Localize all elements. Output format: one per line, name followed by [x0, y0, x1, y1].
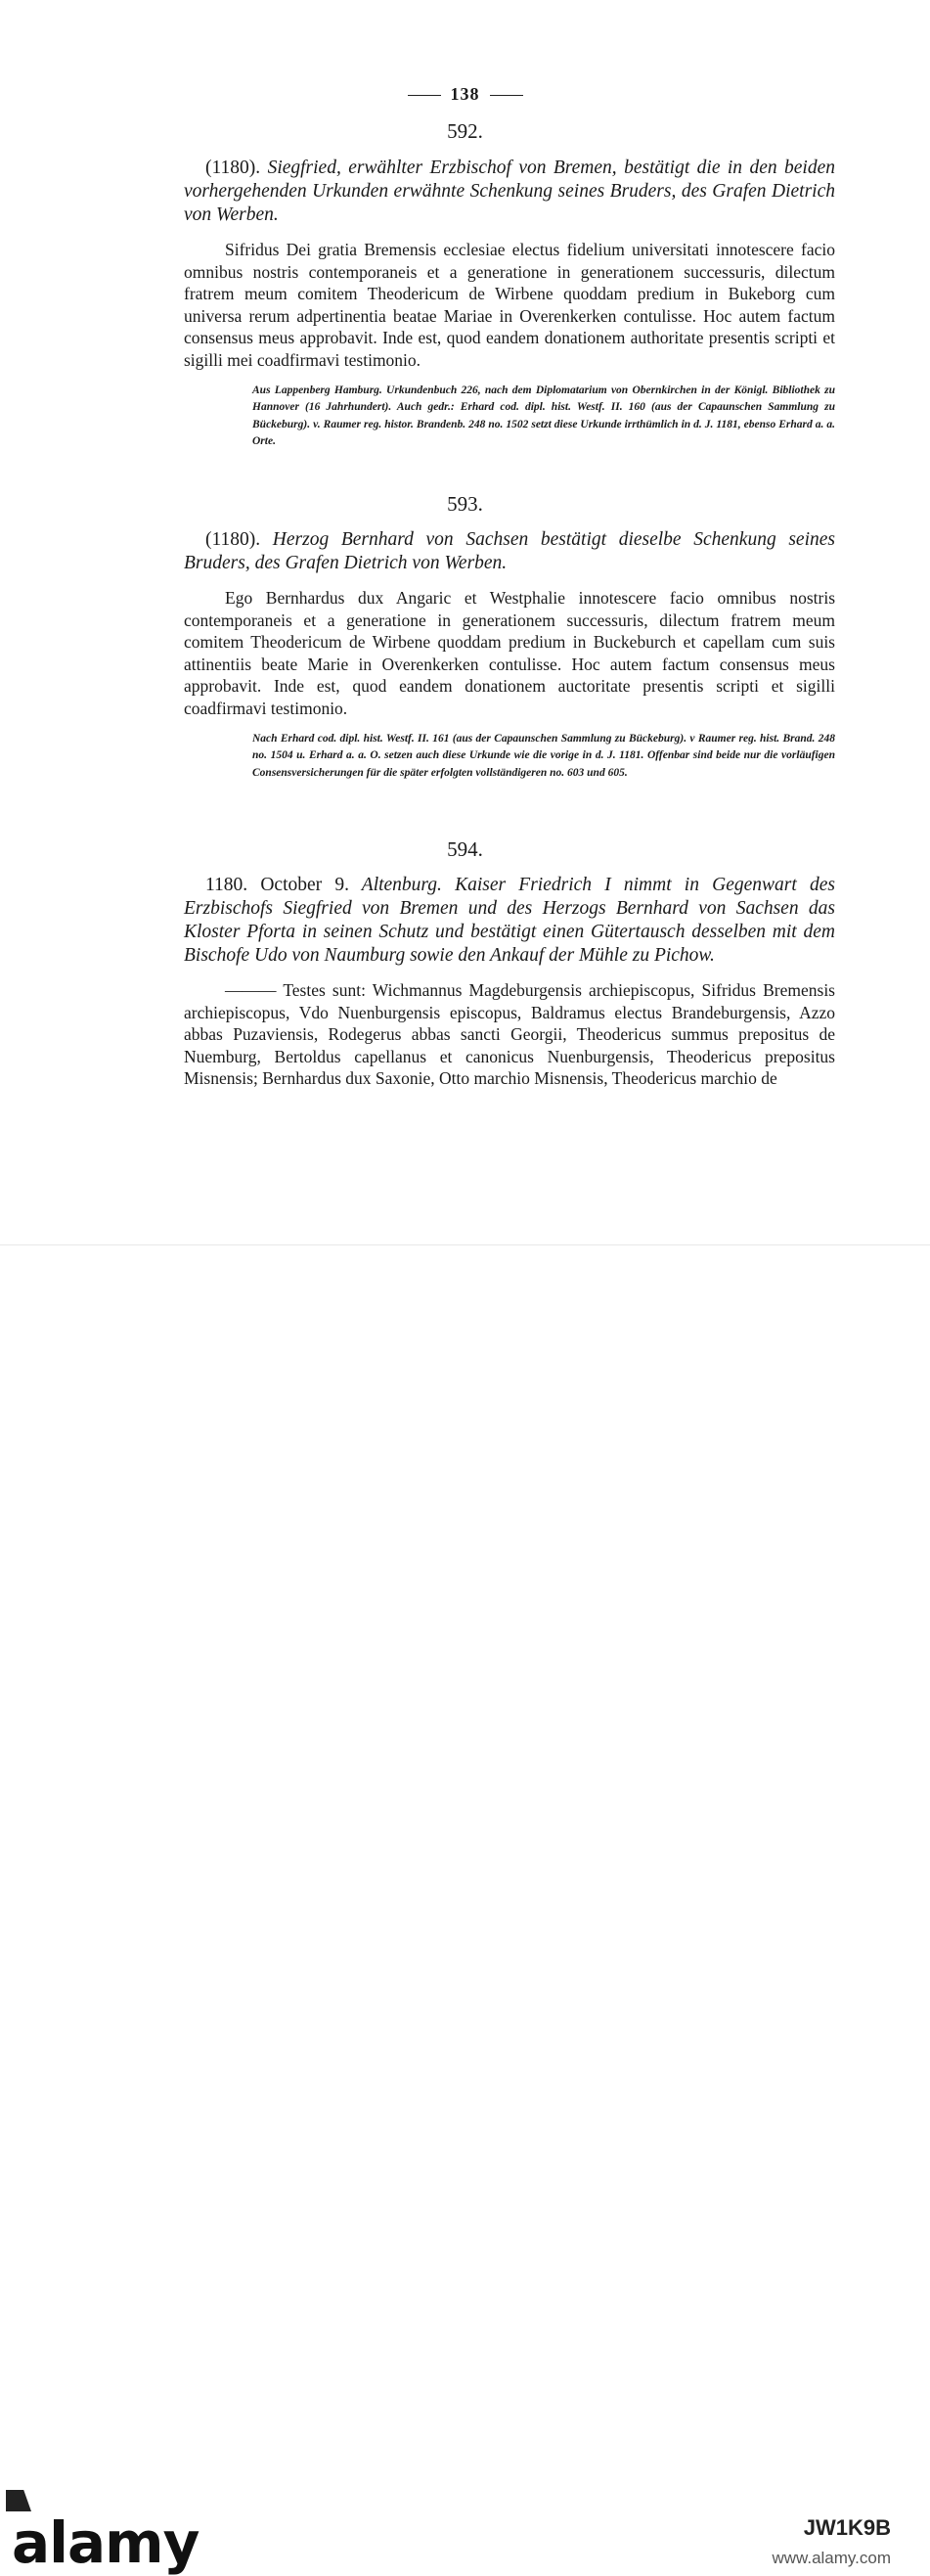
section-body: ——— Testes sunt: Wichmannus Magdeburgensis archiepiscopus, Sifridus Bremensis archiepiscopus, Vdo Nuenburgensis episcopus, Baldramus electus Brandeburgensis, Azzo abbas Puzaviensis, Rodegerus abbas sancti Georgii, Theodericus summus prepositus de Nuemburg, Bertoldus capellanus et canonicus Nuenburgensis, Theodericus prepositus Misnensis; Bernhardus dux Saxonie, Otto marchio Misnensis, Theodericus marchio de — [184, 980, 835, 1089]
watermark-footer — [0, 1244, 930, 2576]
section-592 — [184, 157, 835, 451]
section-593 — [184, 528, 835, 782]
section-note: Nach Erhard cod. dipl. hist. Westf. II. 161 (aus der Capaunschen Sammlung zu Bückeburg). v Raumer reg. hist. Brand. 248 no. 1504 u. Erhard a. a. O. setzen auch diese Urkunde wie die vorige in d. J. 1181. Offenbar sind beide nur die vorläufigen Consensversicherungen für die später erfolgten vollständigeren no. 603 und 605. — [252, 732, 835, 779]
section-number: 593. — [447, 492, 483, 516]
image-id: JW1K9B — [803, 2515, 891, 2540]
section-body: Ego Bernhardus dux Angaric et Westphalie innotescere facio omnibus nostris contemporaneis et a generatione in generationem successuris, dilectum fratrem meum comitem Theodericum de Wirbene quoddam predium in Buckeburch et capellam cum suis attinentiis beate Marie in Overenkerken contulisse. Hoc autem factum consensus meus approbavit. Inde est, quod eandem donationem auctoritate presentis scripti et sigilli coadfirmavi testimonio. — [184, 588, 835, 718]
section-594 — [184, 874, 835, 1090]
heading-text: Siegfried, erwählter Erzbischof von Bremen, bestätigt die in den beiden vorhergehenden Urkunden erwähnte Schenkung seines Bruders, des Grafen Dietrich von Werben. — [184, 158, 836, 225]
section-number: 594. — [447, 837, 483, 861]
divider — [490, 95, 523, 96]
page-number-text: 138 — [450, 84, 480, 104]
footer-info — [772, 2515, 891, 2568]
corner-mark — [6, 2490, 31, 2511]
page-number — [0, 84, 930, 105]
heading-date: 1180. October 9. — [205, 875, 349, 895]
section-heading — [184, 157, 835, 227]
section-body: Sifridus Dei gratia Bremensis ecclesiae electus fidelium universitati innotescere facio omnibus nostris contemporaneis et a generatione in generationem successuris, dilectum fratrem meum comitem Theodericum de Wirbene quoddam predium in Bukeborg cum universa rerum adpertinentia beatae Mariae in Overenkerken contulisse. Hoc autem factum consensus meus approbavit. Inde est, quod eandem donationem authoritate presentis scripti et sigilli mei coadfirmavi testimonio. — [184, 240, 835, 370]
heading-date: (1180). — [205, 529, 261, 550]
heading-date: (1180). — [205, 158, 261, 178]
section-heading — [184, 874, 835, 968]
section-heading — [184, 528, 835, 575]
heading-text: Herzog Bernhard von Sachsen bestätigt dieselbe Schenkung seines Bruders, des Grafen Dietrich von Werben. — [184, 529, 835, 573]
section-note: Aus Lappenberg Hamburg. Urkundenbuch 226, nach dem Diplomatarium von Obernkirchen in der Königl. Bibliothek zu Hannover (16 Jahrhundert). Auch gedr.: Erhard cod. dipl. hist. Westf. II. 160 (aus der Capaunschen Sammlung zu Bückeburg). v. Raumer reg. histor. Brandenb. 248 no. 1502 setzt diese Urkunde irrthümlich in d. J. 1181, ebenso Erhard a. a. Orte. — [252, 384, 835, 448]
heading-text: Altenburg. Kaiser Friedrich I nimmt in Gegenwart des Erzbischofs Siegfried von Bremen und des Herzogs Bernhard von Sachsen das Kloster Pforta in seinen Schutz und bestätigt einen Gütertausch desselben mit dem Bischofe Udo von Naumburg sowie den Ankauf der Mühle zu Pichow. — [184, 875, 835, 966]
divider — [408, 95, 441, 96]
document-page — [0, 0, 930, 1244]
alamy-logo: alamy — [12, 2509, 199, 2576]
section-number: 592. — [447, 119, 483, 143]
site-url: www.alamy.com — [772, 2549, 891, 2567]
